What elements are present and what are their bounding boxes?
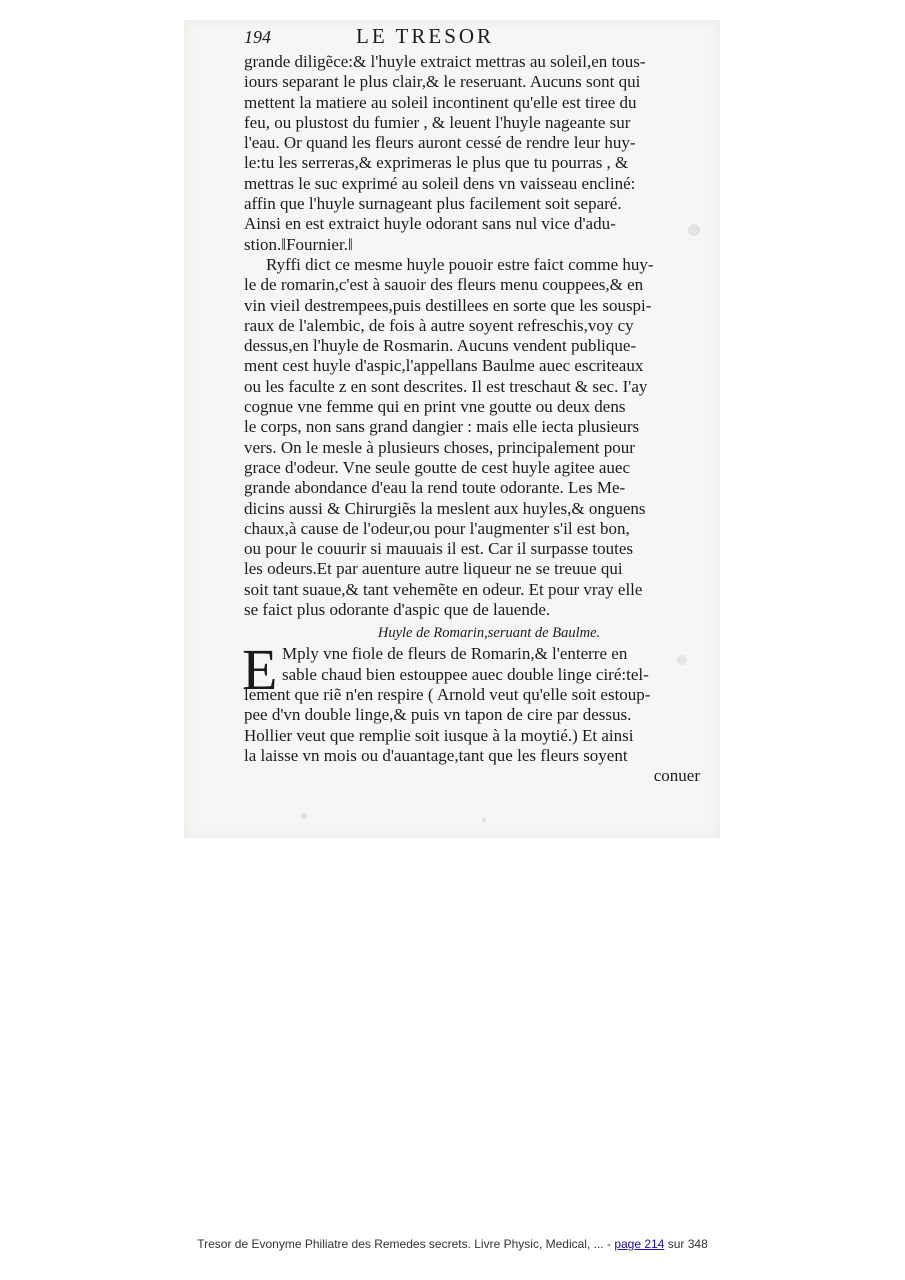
text-line: Mply vne fiole de fleurs de Romarin,& l'enterre en [282,644,628,664]
text-line: grace d'odeur. Vne seule goutte de cest huyle agitee auec [244,457,631,477]
text-line: affin que l'huyle surnageant plus facilement soit separé. [244,194,622,214]
text-line: ou pour le couurir si mauuais il est. Car il surpasse toutes [244,539,634,559]
text-line: les odeurs.Et par auenture autre liqueur ne se treuue qui [244,559,623,579]
page-content [244,24,704,786]
text-line: chaux,à cause de l'odeur,ou pour l'augmenter s'il est bon, [244,518,630,538]
text-line: lement que riẽ n'en respire ( Arnold veut qu'elle soit estoup- [244,684,651,704]
text-line: ment cest huyle d'aspic,l'appellans Baulme auec escriteaux [244,356,644,376]
text-line: grande diligẽce:& l'huyle extraict mettras au soleil,en tous- [244,52,646,71]
text-line: se faict plus odorante d'aspic que de lauende. [244,600,551,620]
text-line: Ainsi en est extraict huyle odorant sans nul vice d'adu- [244,214,616,234]
paragraph-2 [244,255,704,620]
text-line: le:tu les serreras,& exprimeras le plus que tu pourras , & [244,153,629,173]
folio: 194 [244,27,271,47]
text-line: soit tant suaue,& tant vehemẽte en odeur. Et pour vray elle [244,579,643,599]
running-head-title: LE TRESOR [356,24,495,48]
text-line: le corps, non sans grand dangier : mais elle iecta plusieurs [244,417,640,437]
text-line: la laisse vn mois ou d'auantage,tant que les fleurs soyent [244,745,628,765]
text-line: iours separant le plus clair,& le reseruant. Aucuns sont qui [244,72,641,92]
text-line: dessus,en l'huyle de Rosmarin. Aucuns vendent publique- [244,336,637,356]
paragraph-3 [242,637,704,786]
text-line: sable chaud bien estouppee auec double linge ciré:tel- [282,664,649,684]
text-line: Ryffi dict ce mesme huyle pouoir estre faict comme huy- [266,254,654,274]
text-line: mettent la matiere au soleil incontinent qu'elle est tiree du [244,92,637,112]
running-head [244,24,704,52]
text-line: l'eau. Or quand les fleurs auront cessé de rendre leur huy- [244,133,636,153]
text-line: dicins aussi & Chirurgiẽs la meslent aux huyles,& onguens [244,498,646,518]
text-line: raux de l'alembic, de fois à autre soyent refreschis,voy cy [244,315,634,335]
text-line: ou les faculte z en sont descrites. Il est treschaut & sec. I'ay [244,376,648,396]
footer-caption [0,1237,905,1251]
text-line: cognue vne femme qui en print vne goutte ou deux dens [244,397,626,417]
page-link[interactable]: page 214 [614,1237,665,1251]
footer-suffix: sur 348 [667,1237,708,1251]
paragraph-1 [244,52,704,255]
catchword: conuer [653,766,700,786]
text-line: mettras le suc exprimé au soleil dens vn vaisseau encliné: [244,173,636,193]
scanned-page [184,20,720,838]
section-heading: Huyle de Romarin,seruant de Baulme. [377,625,601,642]
text-line: pee d'vn double linge,& puis vn tapon de cire par dessus. [244,705,632,725]
drop-cap: E [242,637,278,703]
text-line: le de romarin,c'est à sauoir des fleurs menu couppees,& en [244,275,644,295]
text-line: stion.‖Fournier.‖ [244,234,353,254]
text-line: feu, ou plustost du fumier , & leuent l'huyle nageante sur [244,112,631,132]
text-line: grande abondance d'eau la rend toute odorante. Les Me- [244,478,626,498]
text-line: vin vieil destrempees,puis destillees en sorte que les souspi- [244,295,652,315]
text-line: Hollier veut que remplie soit iusque à la moytié.) Et ainsi [244,725,634,745]
text-line: vers. On le mesle à plusieurs choses, principalement pour [244,437,635,457]
footer-title: Tresor de Evonyme Philiatre des Remedes secrets. Livre Physic, Medical, ... - [197,1237,611,1251]
